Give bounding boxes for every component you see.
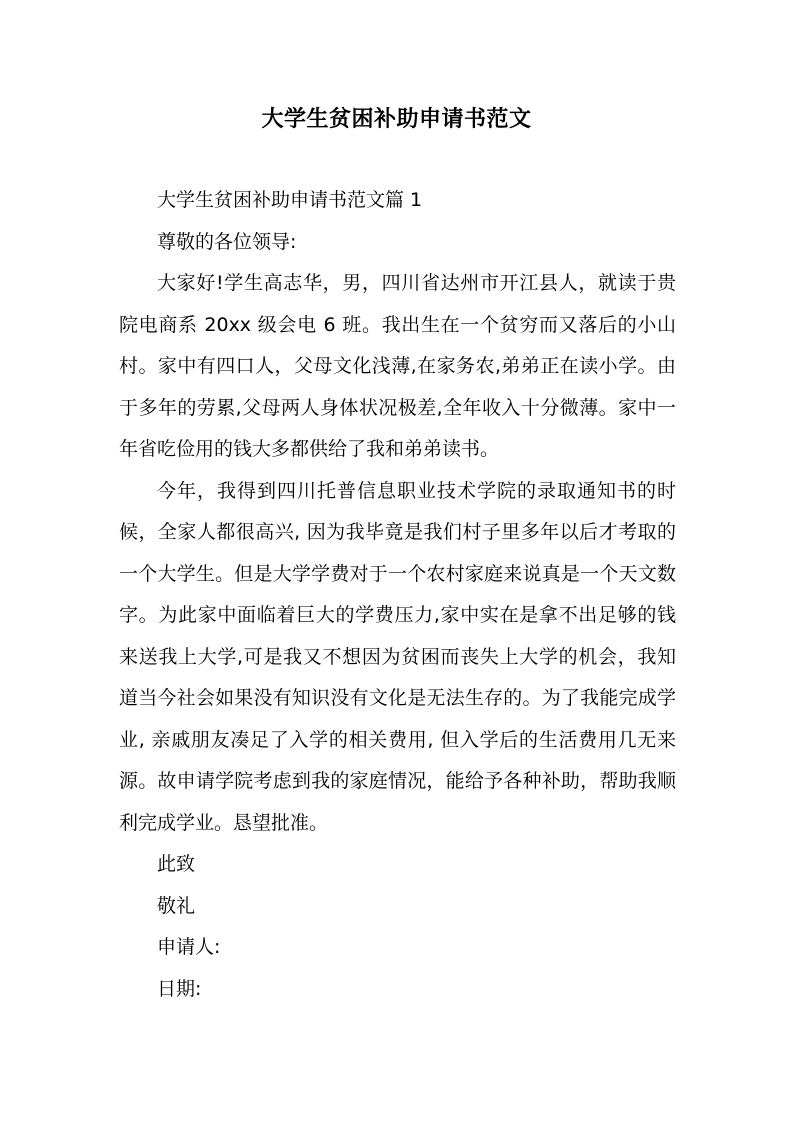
paragraph-date: 日期: [157, 977, 202, 1000]
paragraph-applicant: 申请人: [157, 936, 221, 958]
paragraph-introduction: 大家好!学生高志华，男，四川省达州市开江县人，就读于贵院电商系 20xx 级会电 6 班。我出生在一个贫穷而又落后的小山村。家中有四口人，父母文化浅薄,在家务农,弟弟正在读小学。由于多年的劳累,父母两人身体状况极差,全年收入十分微薄。家中一年省吃俭用的钱大多都供给了我和弟弟读书。 [119, 272, 676, 460]
paragraph-salutation: 尊敬的各位领导: [157, 230, 297, 253]
document-body [119, 180, 676, 1010]
paragraph-closing-1: 此致 [157, 853, 196, 875]
paragraph-request: 今年，我得到四川托普信息职业技术学院的录取通知书的时候，全家人都很高兴, 因为我毕竟是我们村子里多年以后才考取的一个大学生。但是大学学费对于一个农村家庭来说真是一个天文数字。为此家中面临着巨大的学费压力,家中实在是拿不出足够的钱来送我上大学,可是我又不想因为贫困而丧失上大学的机会，我知道当今社会如果没有知识没有文化是无法生存的。为了我能完成学业, 亲戚朋友凑足了入学的相关费用, 但入学后的生活费用几无来源。故申请学院考虑到我的家庭情况，能给予各种补助，帮助我顺利完成学业。恳望批准。 [119, 479, 676, 834]
paragraph-closing-2: 敬礼 [157, 894, 196, 917]
document-title: 大学生贫困补助申请书范文 [261, 107, 532, 132]
paragraph-section-heading: 大学生贫困补助申请书范文篇 1 [157, 189, 423, 211]
